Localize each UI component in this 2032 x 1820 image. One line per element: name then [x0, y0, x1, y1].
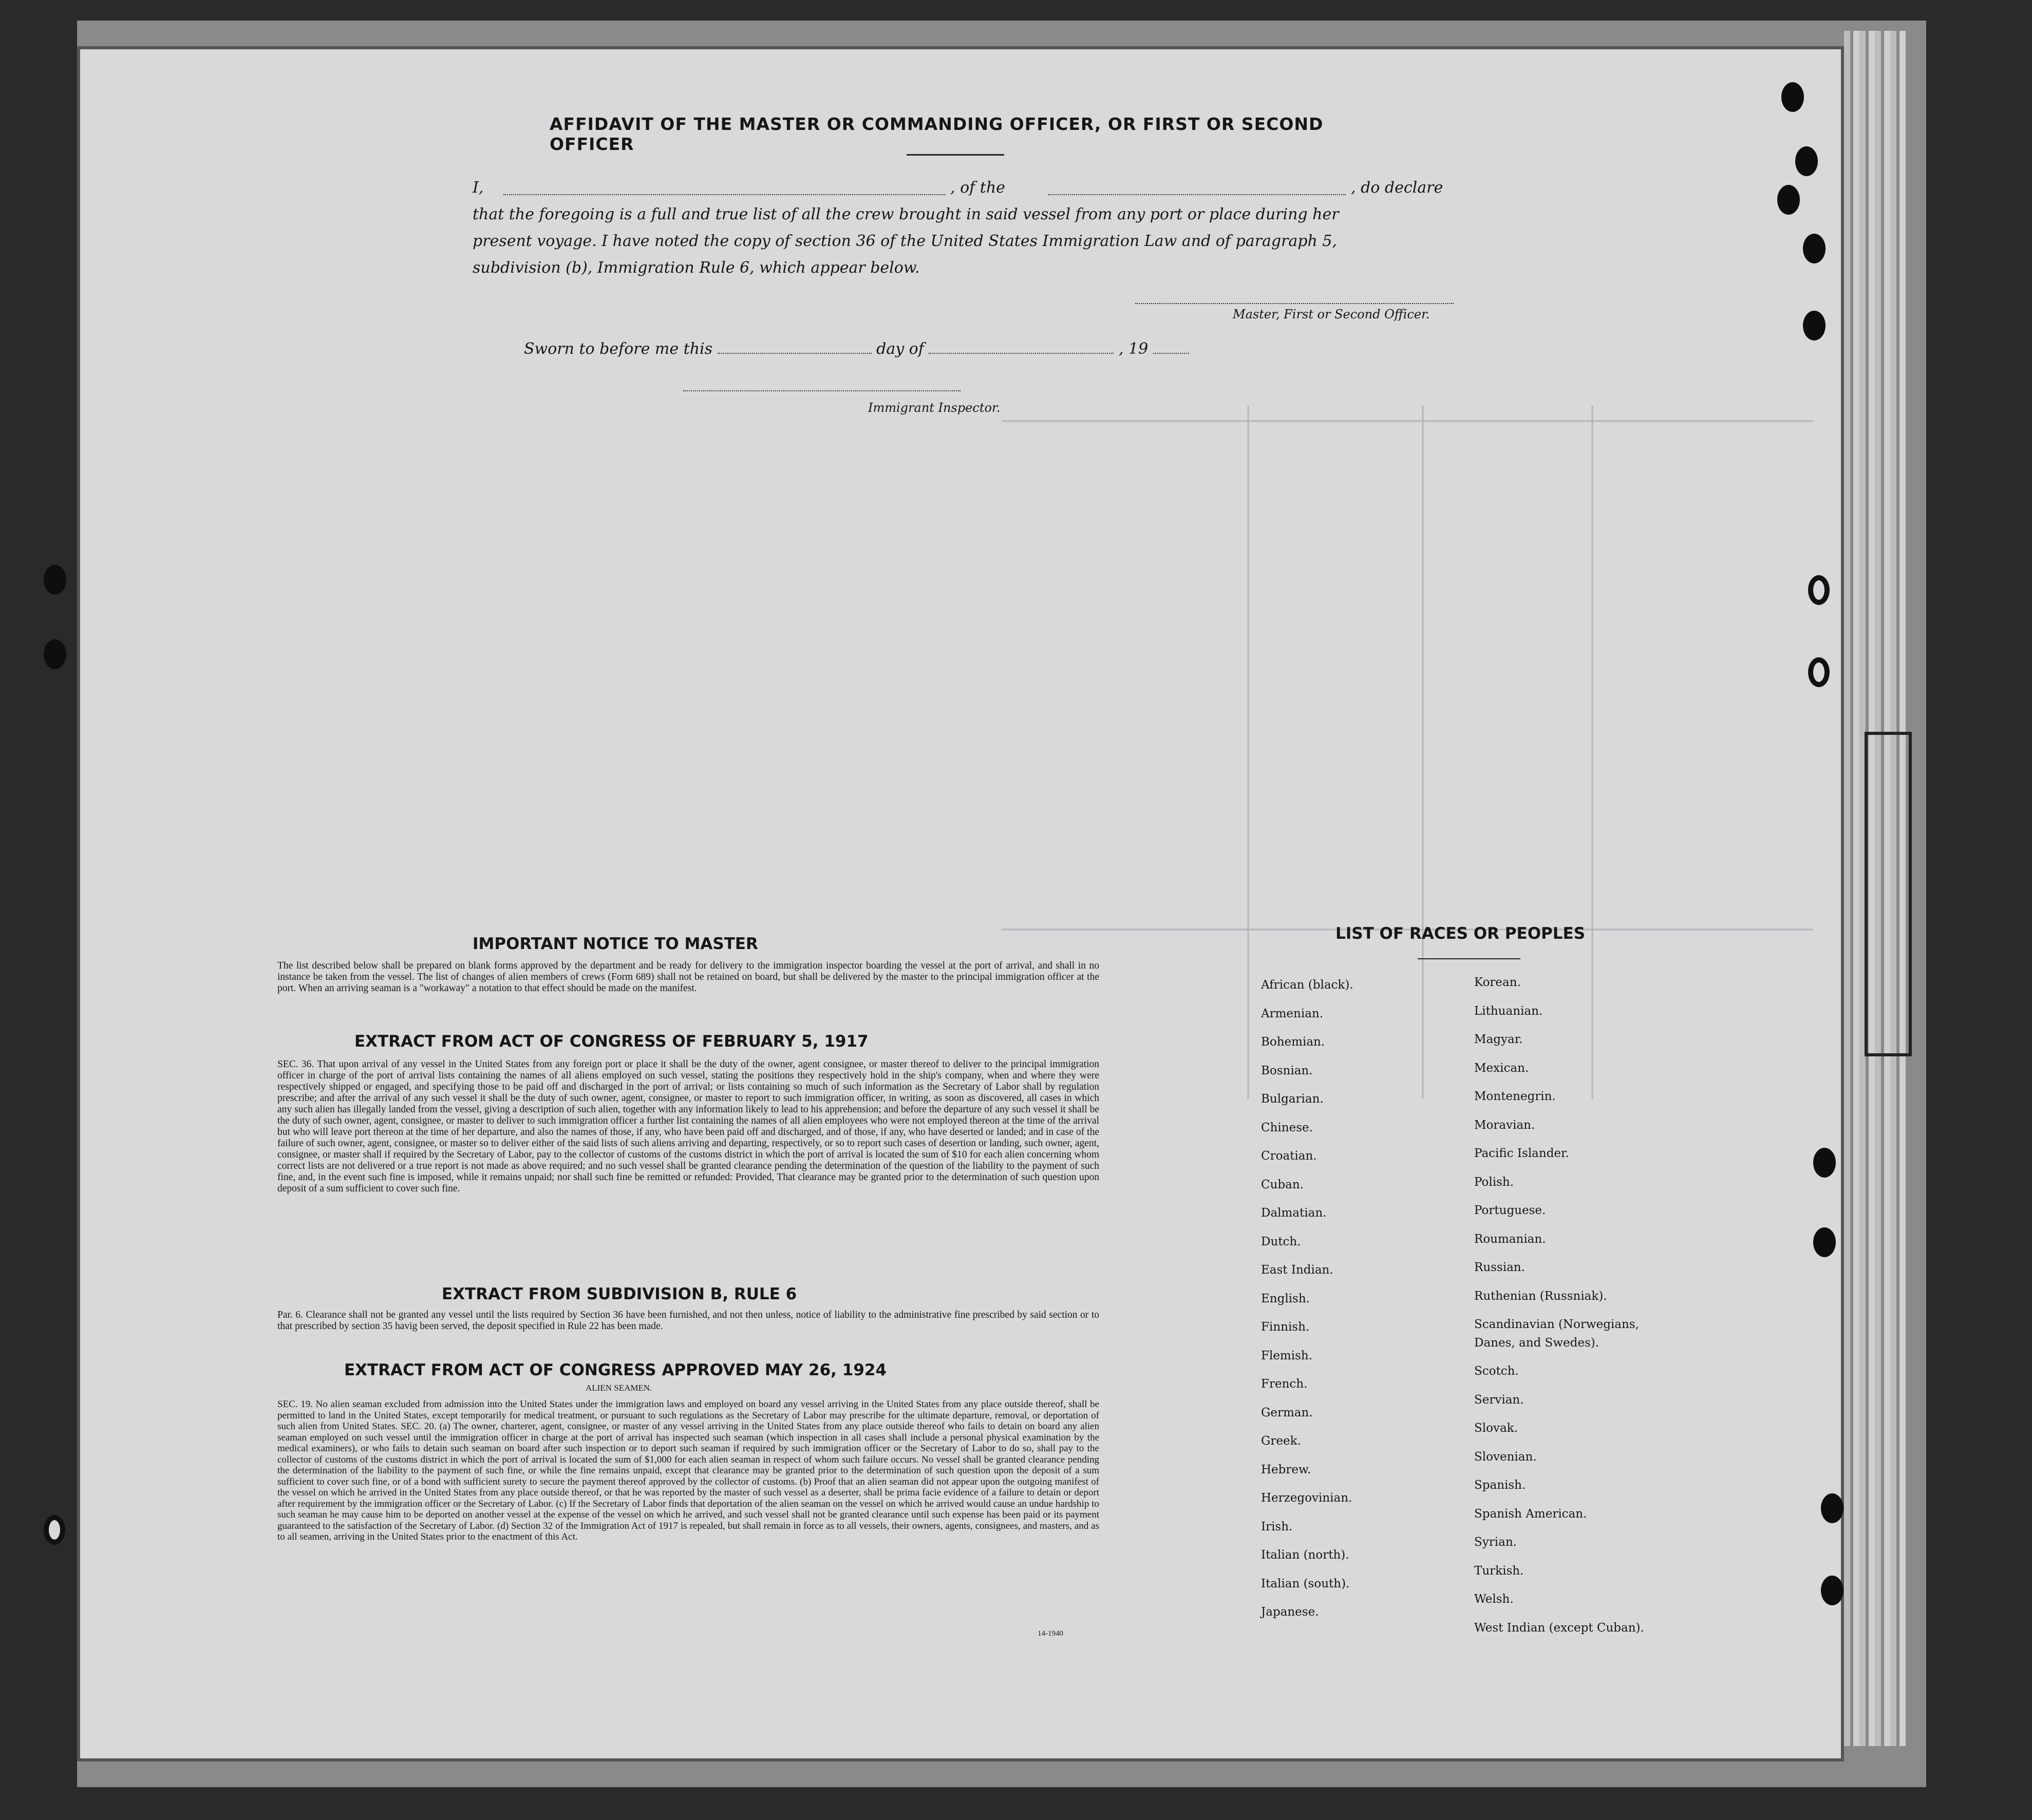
race-item: Bohemian.: [1261, 1035, 1325, 1049]
vessel-name-field[interactable]: [1048, 194, 1346, 195]
race-item: Scotch.: [1474, 1364, 1519, 1378]
binder-hole: [1803, 234, 1826, 263]
declaration-line-3: present voyage. I have noted the copy of section 36 of the United States Immigration Law and of paragraph 5,: [473, 232, 1337, 250]
race-item: Pacific Islander.: [1474, 1147, 1569, 1160]
race-item: Spanish.: [1474, 1478, 1526, 1492]
race-item: Italian (north).: [1261, 1548, 1349, 1562]
race-item: Armenian.: [1261, 1007, 1324, 1020]
extract-1917-body: [277, 1059, 1099, 1195]
race-item: Korean.: [1474, 976, 1521, 989]
race-item: Finnish.: [1261, 1320, 1310, 1334]
extract-1924-body: [277, 1399, 1099, 1543]
sworn-day: day of: [876, 340, 924, 358]
declaration-line-2: that the foregoing is a full and true list of all the crew brought in said vessel from any port or place during her: [473, 205, 1339, 223]
declaration-i: I,: [473, 179, 484, 197]
extract-rule6-body: [277, 1310, 1099, 1332]
race-item: French.: [1261, 1377, 1308, 1391]
race-item: Scandinavian (Norwegians,: [1474, 1318, 1639, 1331]
master-caption: Master, First or Second Officer.: [1233, 307, 1430, 321]
bleed-through-stamp: [1865, 732, 1912, 1056]
document-page: [77, 46, 1844, 1761]
race-item: Polish.: [1474, 1175, 1514, 1189]
race-item: Bulgarian.: [1261, 1092, 1324, 1106]
race-item: German.: [1261, 1406, 1313, 1419]
race-item: Syrian.: [1474, 1535, 1517, 1549]
race-item: Cuban.: [1261, 1178, 1304, 1191]
binder-hole: [1813, 1227, 1836, 1257]
race-item: East Indian.: [1261, 1263, 1333, 1277]
race-item: Magyar.: [1474, 1033, 1523, 1046]
binder-hole: [1821, 1493, 1843, 1523]
race-item: Hebrew.: [1261, 1463, 1311, 1476]
extract-1924-subtitle: ALIEN SEAMEN.: [586, 1383, 652, 1393]
notice-text: The list described below shall be prepared on blank forms approved by the department and be ready for delivery to the immigration inspector boarding the vessel at the port of arrival, and shall in no instance be taken from the vessel. The list of changes of alien members of crews (Form 689) shall not be retained on board, but shall be delivered by the master to the principal immigration officer at the port. When an arriving seaman is a "workaway" a notation to that effect should be made on the manifest.: [277, 960, 1099, 994]
race-item: West Indian (except Cuban).: [1474, 1621, 1644, 1635]
extract-1924-text: SEC. 19. No alien seaman excluded from admission into the United States under the immigration laws and employed on board any vessel arriving in the United States from any place outside thereof, shall be permitted to land in the United States, except temporarily for medical treatment, or pursuant to such regulations as the Secretary of Labor may prescribe for the ultimate departure, removal, or deportation of such alien from United States. SEC. 20. (a) The owner, charterer, agent, consignee, or master of any vessel arriving in the United States from any place outside thereof who fails to detain on board any alien seaman employed on such vessel until the immigration officer in charge at the port of arrival has inspected such seaman (which inspection in all cases shall include a personal physical examination by the medical examiners), or who fails to detain such seaman on board after such inspection or to deport such seaman if required by such immigration officer or the Secretary of Labor to do so, shall pay to the collector of customs of the customs district in which the port of arrival is located the sum of $1,000 for each alien seaman in respect of whom such failure occurs. No vessel shall be granted clearance pending the determination of the liability to the payment of such fine, or while the fine remains unpaid, except that clearance may be granted prior to the determination of such question upon the deposit of a sum sufficient to cover such fine, or of a bond with sufficient surety to secure the payment thereof approved by the collector of customs. (b) Proof that an alien seaman did not appear upon the outgoing manifest of the vessel on which he arrived in the United States from any place outside thereof, or that he was reported by the master of such vessel as a deserter, shall be prima facie evidence of a failure to detain or deport after requirement by the immigration officer or the Secretary of Labor. (c) If the Secretary of Labor finds that deportation of the alien seaman on the vessel on which he arrived would cause an undue hardship to such seaman he may cause him to be deported on another vessel at the expense of the vessel on which he arrived, and such vessel shall not be granted clearance until such expense has been paid or its payment guaranteed to the satisfaction of the Secretary of Labor. (d) Section 32 of the Immigration Act of 1917 is repealed, but shall remain in force as to all vessels, their owners, agents, consignees, and masters, and as to all seamen, arriving in the United States prior to the enactment of this Act.: [277, 1399, 1099, 1542]
binder-hole: [44, 639, 66, 669]
race-item: Dalmatian.: [1261, 1206, 1327, 1220]
master-signature-field[interactable]: [1135, 303, 1454, 304]
binder-hole: [1803, 311, 1826, 340]
notice-title: IMPORTANT NOTICE TO MASTER: [473, 935, 758, 953]
inspector-caption: Immigrant Inspector.: [868, 401, 1001, 415]
sworn-prefix: Sworn to before me this: [524, 340, 713, 358]
binder-hole: [1808, 575, 1830, 605]
binder-hole: [44, 565, 66, 595]
races-title-rule: [1418, 958, 1520, 959]
notice-body: [277, 960, 1099, 994]
declaration-of-the: , of the: [950, 179, 1005, 197]
race-item: Montenegrin.: [1474, 1090, 1556, 1103]
binder-hole: [1781, 82, 1804, 112]
race-item: Mexican.: [1474, 1061, 1529, 1075]
race-item: Italian (south).: [1261, 1577, 1350, 1590]
race-item: Roumanian.: [1474, 1232, 1546, 1246]
race-item: Lithuanian.: [1474, 1004, 1543, 1018]
race-item: Japanese.: [1261, 1605, 1319, 1619]
race-item: Portuguese.: [1474, 1204, 1546, 1217]
race-item: Greek.: [1261, 1434, 1301, 1448]
title-rule: [907, 154, 1004, 156]
extract-1917-title: EXTRACT FROM ACT OF CONGRESS OF FEBRUARY 5, 1917: [354, 1032, 869, 1051]
extract-1924-title: EXTRACT FROM ACT OF CONGRESS APPROVED MAY 26, 1924: [344, 1361, 887, 1379]
race-item: English.: [1261, 1292, 1310, 1305]
inspector-signature-field[interactable]: [683, 390, 961, 391]
sworn-date-field[interactable]: [718, 353, 872, 354]
declaration-line-4: subdivision (b), Immigration Rule 6, which appear below.: [473, 259, 920, 277]
binder-hole: [1813, 1148, 1836, 1178]
race-item: Slovak.: [1474, 1421, 1518, 1435]
race-item: Flemish.: [1261, 1349, 1313, 1362]
race-item: Danes, and Swedes).: [1474, 1336, 1600, 1350]
race-item: Croatian.: [1261, 1149, 1317, 1163]
binder-hole: [1777, 185, 1800, 215]
race-item: Spanish American.: [1474, 1507, 1587, 1521]
declaration-end: , do declare: [1351, 179, 1443, 197]
race-item: Chinese.: [1261, 1121, 1313, 1134]
sworn-line: [524, 340, 1189, 358]
extract-rule6-text: Par. 6. Clearance shall not be granted any vessel until the lists required by Section 36 have been furnished, and not then unless, notice of liability to the administrative fine prescribed by said section or to that prescribed by section 35 havig been served, the deposit specified in Rule 22 has been made.: [277, 1310, 1099, 1332]
form-number: 14-1940: [1038, 1629, 1063, 1638]
extract-1917-text: SEC. 36. That upon arrival of any vessel in the United States from any foreign port or place it shall be the duty of the owner, agent consignee, or master thereof to deliver to the principal immigration officer in charge of the port of arrival lists containing the names of all aliens employed on such vessel, stating the positions they respectively hold in the ship's company, when and where they were respectively shipped or engaged, and specifying those to be paid off and discharged in the port of arrival; or lists containing so much of such information as the Secretary of Labor shall by regulation prescribe; and after the arrival of any such vessel it shall be the duty of such owner, agent, consignee, or master to report to such immigration officer, in writing, as soon as discovered, all cases in which any such alien has illegally landed from the vessel, giving a description of such alien, together with any information likely to lead to his apprehension; and before the departure of any such vessel it shall be the duty of such owner, agent, consignee, or master to deliver to such immigration officer a further list containing the names of all alien employees who were not employed thereon at the time of the arrival but who will leave port thereon at the time of her departure, and also the names of those, if any, who have been paid off and discharged, and of those, if any, who have deserted or landed; and in case of the failure of such owner, agent, consignee, or master so to deliver either of the said lists of such aliens arriving and departing, respectively, or so to report such cases of desertion or landing, such owner, agent, consignee, or master shall if required by the Secretary of Labor, pay to the collector of customs of the customs district in which the port of arrival is located the sum of $10 for each alien concerning whom correct lists are not delivered or a true report is not made as above required; and no such vessel shall be granted clearance pending the determination of the question of the liability to the payment of such fine, and, in the event such fine is imposed, while it remains unpaid; nor shall such fine be remitted or refunded: Provided, That clearance may be granted prior to the determination of such question upon deposit of a sum sufficient to cover such fine.: [277, 1059, 1099, 1194]
race-item: Bosnian.: [1261, 1064, 1313, 1077]
race-item: African (black).: [1261, 978, 1353, 992]
binder-hole: [44, 1515, 65, 1545]
race-item: Turkish.: [1474, 1564, 1524, 1578]
declarant-name-field[interactable]: [503, 194, 945, 195]
race-item: Ruthenian (Russniak).: [1474, 1289, 1607, 1303]
binder-hole: [1808, 657, 1830, 687]
race-item: Slovenian.: [1474, 1450, 1537, 1464]
affidavit-title: AFFIDAVIT OF THE MASTER OR COMMANDING OFFICER, OR FIRST OR SECOND OFFICER: [550, 114, 1324, 154]
binder-hole: [1795, 146, 1818, 176]
race-item: Russian.: [1474, 1261, 1525, 1274]
race-item: Irish.: [1261, 1520, 1293, 1533]
declaration-text: [473, 175, 1448, 281]
sworn-year-field[interactable]: [1153, 353, 1189, 354]
races-title: LIST OF RACES OR PEOPLES: [1335, 924, 1586, 943]
sworn-year: , 19: [1118, 340, 1149, 358]
race-item: Moravian.: [1474, 1118, 1535, 1132]
extract-rule6-title: EXTRACT FROM SUBDIVISION B, RULE 6: [442, 1285, 797, 1303]
binder-hole: [1821, 1576, 1843, 1605]
race-item: Welsh.: [1474, 1592, 1514, 1606]
race-item: Herzegovinian.: [1261, 1491, 1352, 1505]
sworn-month-field[interactable]: [929, 353, 1114, 354]
race-item: Servian.: [1474, 1393, 1524, 1407]
race-item: Dutch.: [1261, 1235, 1301, 1248]
